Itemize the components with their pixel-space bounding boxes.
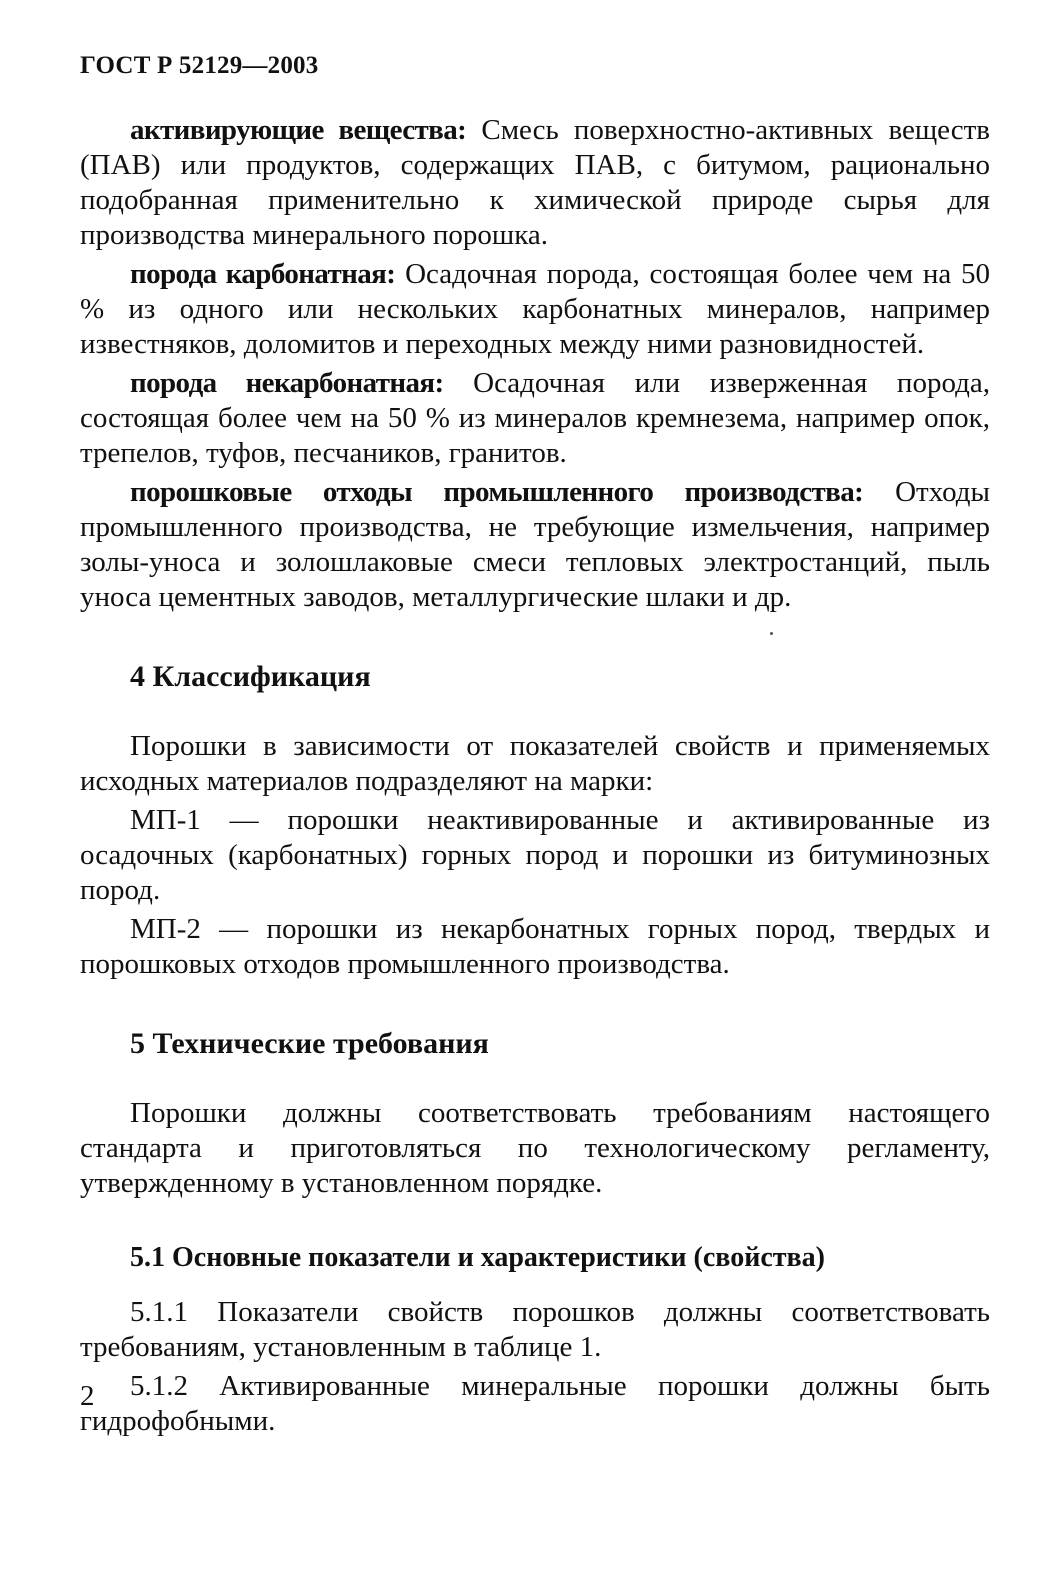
definition-term: порошковые отходы промышленного производства:: [130, 476, 864, 508]
standard-code-header: ГОСТ Р 52129—2003: [80, 52, 319, 79]
section-4-grade-mp2: МП-2 — порошки из некарбонатных горных пород, твердых и порошковых отходов промышленного производства.: [80, 913, 990, 980]
section-5-intro: Порошки должны соответствовать требованиям настоящего стандарта и приготовляться по технологическому регламенту, утвержденному в установленном порядке.: [80, 1097, 990, 1199]
section-4-intro: Порошки в зависимости от показателей свойств и применяемых исходных материалов подразделяют на марки:: [80, 730, 990, 797]
section-4-grade-mp1: МП-1 — порошки неактивированные и активированные из осадочных (карбонатных) горных пород и порошки из битуминозных пород.: [80, 804, 990, 906]
definition-noncarbonate-rock: [80, 366, 990, 471]
definition-term: активирующие вещества:: [130, 114, 467, 146]
definition-text: Отходы промышленного производства, не требующие измельчения, например золы-уноса и золошлаковые смеси тепловых электростанций, пыль уноса цементных заводов, металлургические шлаки и др.: [80, 476, 990, 613]
definition-text: Осадочная порода, состоящая более чем на 50 % из одного или нескольких карбонатных минералов, например известняков, доломитов и переходных между ними разновидностей.: [80, 258, 990, 360]
definition-industrial-powder-waste: [80, 475, 990, 615]
definition-term: порода карбонатная:: [130, 258, 396, 290]
scan-speck: [770, 632, 773, 635]
section-5-1-1: 5.1.1 Показатели свойств порошков должны соответствовать требованиям, установленным в таблице 1.: [80, 1296, 990, 1363]
document-body: [80, 113, 990, 1439]
definition-term: порода некарбонатная:: [130, 367, 444, 399]
section-5-title: 5 Технические требования: [130, 1027, 489, 1060]
definition-text: Осадочная или изверженная порода, состоящая более чем на 50 % из минералов кремнезема, например опок, трепелов, туфов, песчаников, гранитов.: [80, 367, 990, 469]
definition-text: Смесь поверхностно-активных веществ (ПАВ) или продуктов, содержащих ПАВ, с битумом, рационально подобранная применительно к химической природе сырья для производства минерального порошка.: [80, 114, 990, 251]
section-5-1-title: 5.1 Основные показатели и характеристики (свойства): [130, 1242, 825, 1273]
section-4-title: 4 Классификация: [130, 660, 371, 693]
page-number: 2: [80, 1380, 95, 1412]
definition-activating-substances: [80, 113, 990, 253]
definition-carbonate-rock: [80, 257, 990, 362]
section-5-1-2: 5.1.2 Активированные минеральные порошки должны быть гидрофобными.: [80, 1370, 990, 1437]
